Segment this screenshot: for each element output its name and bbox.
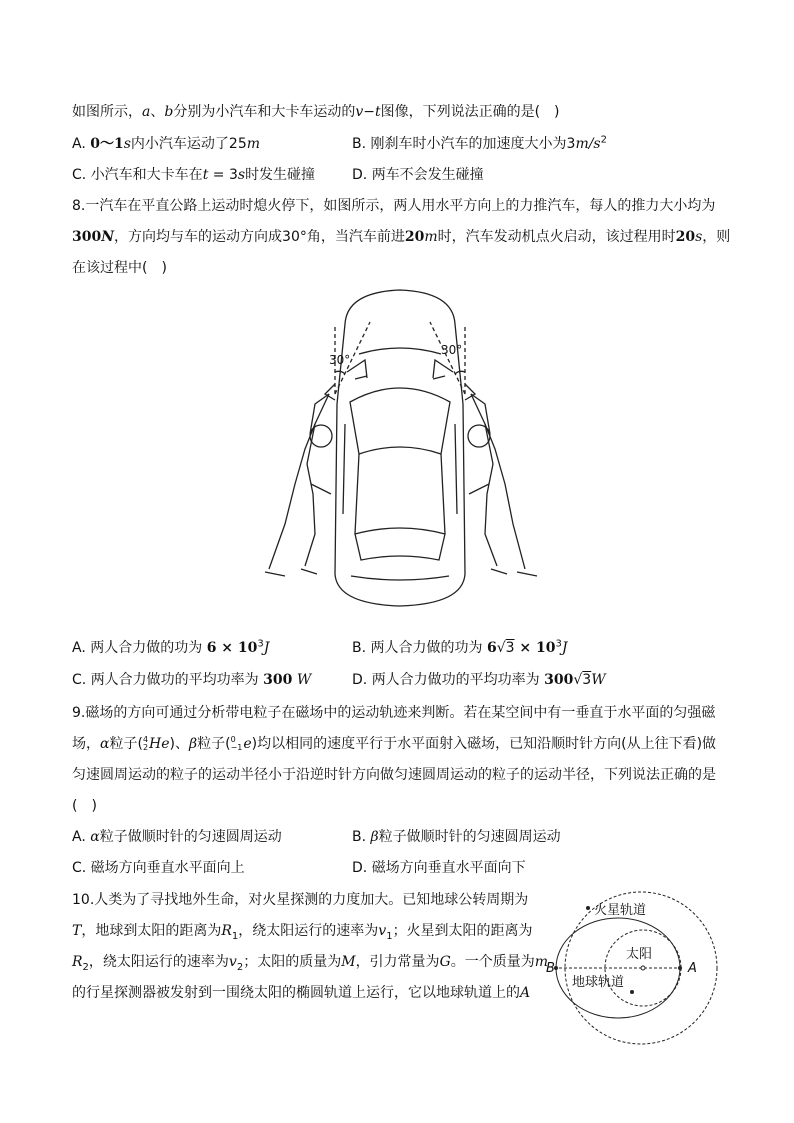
q9-option-a: A. α粒子做顺时针的匀速圆周运动: [72, 829, 282, 845]
q7-stem: 如图所示，a、b分别为小汽车和大卡车运动的v−t图像，下列说法正确的是( ): [72, 104, 560, 120]
orbit-figure: [548, 892, 728, 1052]
q8-option-d: D. 两人合力做功的平均功率为 300√3W: [352, 672, 606, 688]
q7-option-c: C. 小汽车和大卡车在t = 3s时发生碰撞: [72, 167, 316, 183]
q9-stem-line4: ( ): [72, 798, 97, 814]
q7-option-d: D. 两车不会发生碰撞: [352, 167, 484, 183]
earth-orbit-label: 地球轨道: [572, 975, 625, 990]
q9-stem-line2: 场，α粒子( 4 2 He)、β粒子( 0 −1 e)均以相同的速度平行于水平面射入磁场，已知沿顺时针方向(从上往下看)做: [72, 735, 717, 752]
helium-nuclide: 4 2 He: [142, 735, 170, 752]
q10-stem-line4: 的行星探测器被发射到一围绕太阳的椭圆轨道上运行，它以地球轨道上的A: [72, 985, 531, 1001]
point-a-label: A: [688, 961, 697, 976]
sun-dot: [641, 966, 645, 970]
electron-nuclide: 0 −1 e: [230, 735, 252, 752]
q10-stem-line1: 10.人类为了寻找地外生命，对火星探测的力度加大。已知地球公转周期为: [72, 892, 529, 908]
mars-dot: [586, 906, 590, 910]
q7-option-a: A. 0～1s内小汽车运动了25m: [72, 136, 261, 152]
q9-stem-line1: 9.磁场的方向可通过分析带电粒子在磁场中的运动轨迹来判断。若在某空间中有一垂直于水平面的匀强磁: [72, 705, 716, 721]
angle-label-left: 30°: [329, 353, 351, 367]
q8-option-a: A. 两人合力做的功为 $6 \times 10^3J$: [72, 638, 270, 656]
q8-option-c: C. 两人合力做功的平均功率为 300 W: [72, 672, 312, 688]
angle-label-right: 30°: [441, 343, 463, 357]
point-b-label: B: [546, 961, 555, 976]
q9-option-b: B. β粒子做顺时针的匀速圆周运动: [352, 829, 561, 845]
q10-stem-line2: T，地球到太阳的距离为$R_1$，绕太阳运行的速率为$v_1$；火星到太阳的距离为: [72, 923, 533, 942]
sun-label: 太阳: [626, 947, 653, 962]
q9-option-c: C. 磁场方向垂直水平面向上: [72, 860, 245, 876]
q8-stem-line2: 300N，方向均与车的运动方向成30°角，当汽车前进20m时，汽车发动机点火启动，该过程用时20s，则: [72, 229, 731, 245]
q8-stem-line3: 在该过程中( ): [72, 260, 167, 276]
q9-stem-line3: 匀速圆周运动的粒子的运动半径小于沿逆时针方向做匀速圆周运动的粒子的运动半径，下列说法正确的是: [72, 767, 716, 783]
q8-option-b: B. 两人合力做的功为 $6√3 \times 10^3J$: [352, 638, 568, 656]
point-a-dot: [678, 966, 682, 970]
q10-stem-line3: $R_2$，绕太阳运行的速率为$v_2$；太阳的质量为M，引力常量为G。一个质量为m: [72, 954, 549, 973]
q8-stem-line1: 8.一汽车在平直公路上运动时熄火停下，如图所示，两人用水平方向上的力推汽车，每人的推力大小均为: [72, 198, 716, 214]
q7-option-b: B. 刚刹车时小汽车的加速度大小为$3m/s^2$: [352, 134, 607, 152]
mars-orbit-label: 火星轨道: [594, 903, 647, 918]
car-push-figure: [255, 284, 545, 614]
earth-dot: [630, 990, 634, 994]
car-body: [335, 290, 465, 606]
q9-option-d: D. 磁场方向垂直水平面向下: [352, 860, 526, 876]
